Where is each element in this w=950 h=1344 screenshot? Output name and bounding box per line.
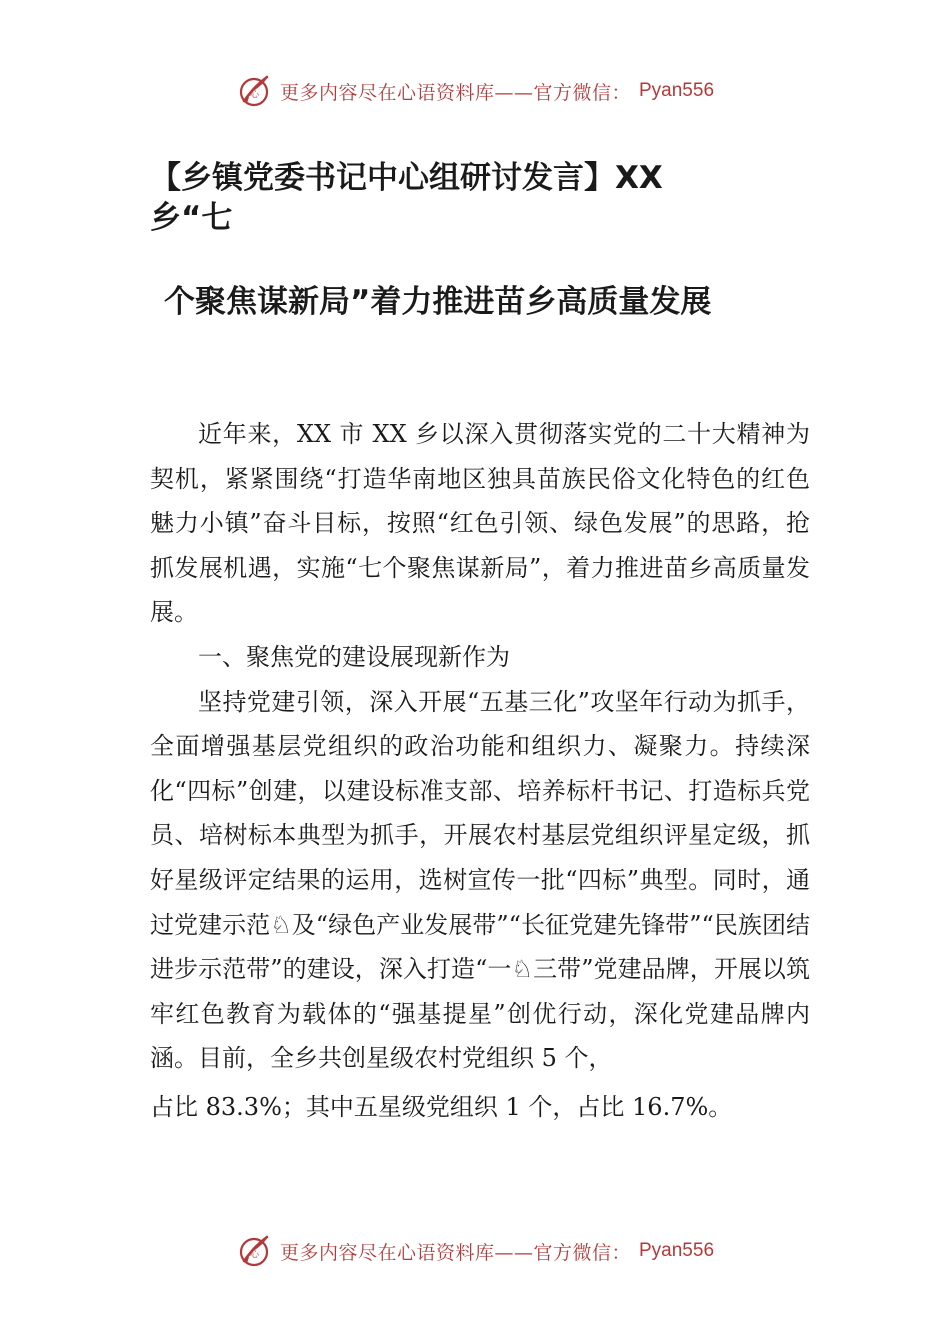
footer-banner	[0, 1226, 950, 1276]
document-title	[150, 158, 810, 322]
paragraph-intro: 近年来，XX 市 XX 乡以深入贯彻落实党的二十大精神为契机，紧紧围绕“打造华南地区独具苗族民俗文化特色的红色魅力小镇”奋斗目标，按照“红色引领、绿色发展”的思路，抢抓发展机遇，实施“七个聚焦谋新局”，着力推进苗乡高质量发展。	[150, 420, 810, 627]
quill-seal-icon	[236, 1233, 272, 1269]
banner-slogan: 更多内容尽在心语资料库——官方微信：	[279, 81, 631, 104]
quill-seal-icon	[236, 73, 272, 109]
header-banner	[0, 66, 950, 116]
paragraph-closing-line: 占比 83.3%；其中五星级党组织 1 个，占比 16.7%。	[150, 1092, 733, 1121]
banner-wechat-id: Pyan556	[639, 80, 715, 101]
title-line-3: 个聚焦谋新局”着力推进苗乡高质量发展	[164, 284, 712, 320]
paragraph-party-building: 坚持党建引领，深入开展“五基三化”攻坚年行动为抓手，全面增强基层党组织的政治功能和组织力、凝聚力。持续深化“四标”创建，以建设标准支部、培养标杆书记、打造标兵党员、培树标本典型为抓手，开展农村基层党组织评星定级，抓好星级评定结果的运用，选树宣传一批“四标”典型。同时，通过党建示范♘及“绿色产业发展带”“长征党建先锋带”“民族团结进步示范带”的建设，深入打造“一♘三带”党建品牌，开展以筑牢红色教育为载体的“强基提星”创优行动，深化党建品牌内涵。目前，全乡共创星级农村党组织 5 个，	[150, 687, 810, 1073]
document-body	[150, 412, 810, 1130]
title-line-1: 【乡镇党委书记中心组研讨发言】XX	[150, 160, 663, 196]
title-line-2: 乡“七	[150, 200, 233, 236]
banner-slogan: 更多内容尽在心语资料库——官方微信：	[279, 1241, 631, 1264]
section-heading-1: 一、聚焦党的建设展现新作为	[198, 642, 510, 671]
svg-text:心: 心	[249, 1250, 259, 1260]
banner-wechat-id: Pyan556	[639, 1240, 715, 1261]
svg-text:心: 心	[249, 90, 259, 100]
